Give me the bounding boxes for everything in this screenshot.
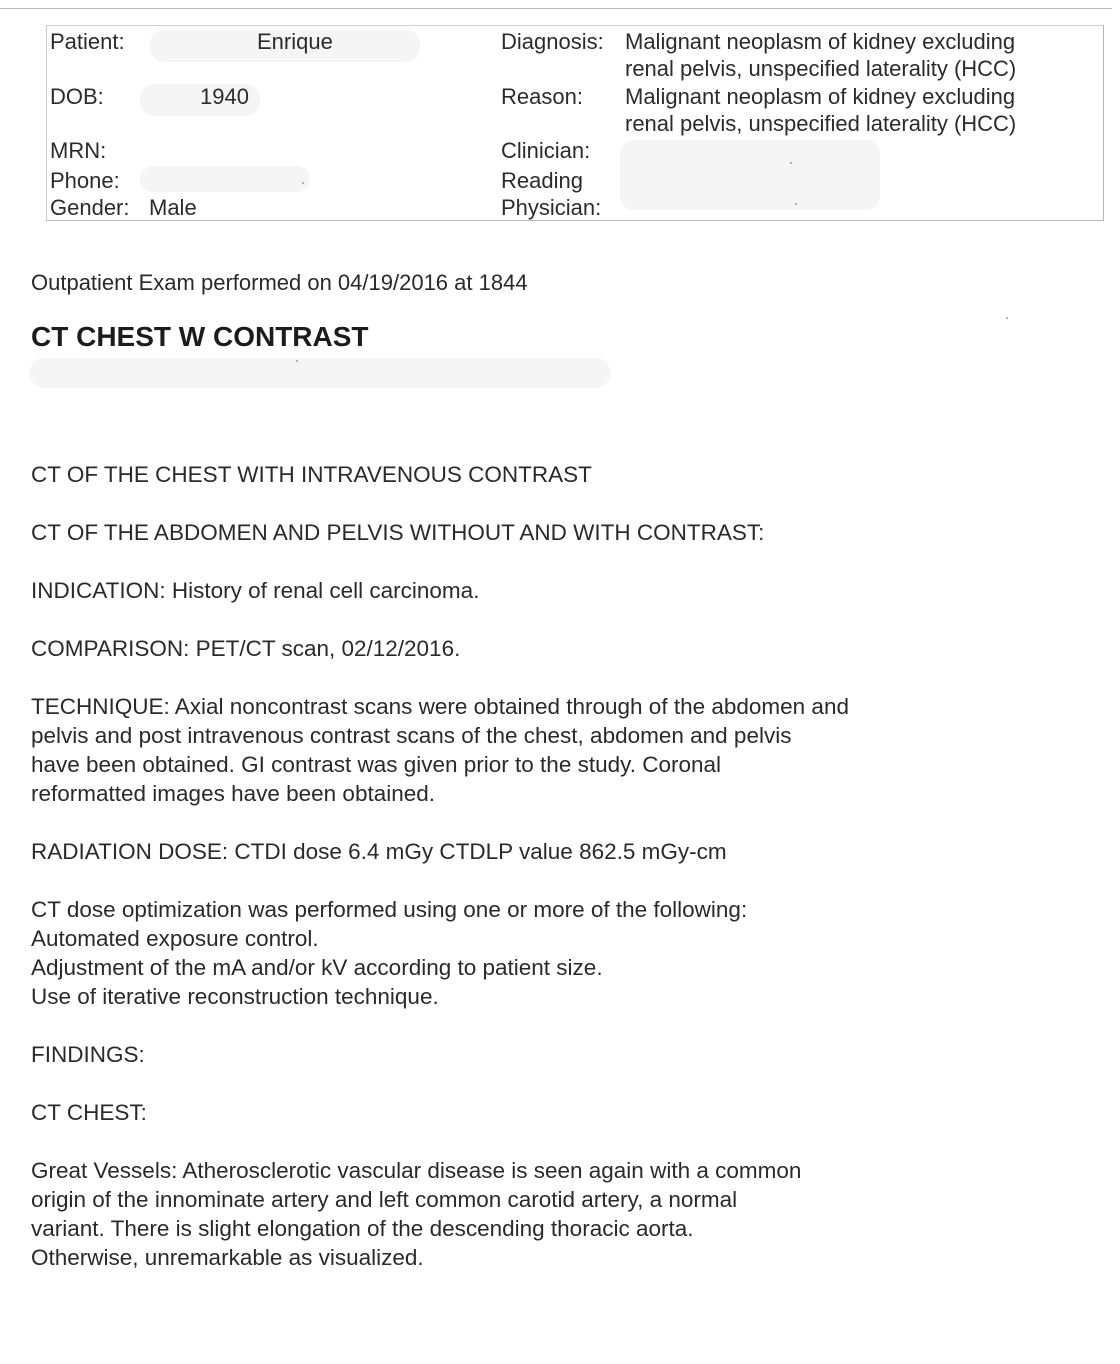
top-rule [0,8,1112,9]
great-vessels-paragraph: Great Vessels: Atherosclerotic vascular disease is seen again with a common origin of the innominate artery and left common carotid artery, a normal variant. There is slight elongation of the descending thoracic aorta. Otherwise, unremarkable as visualized. [31,1158,802,1270]
physician-label: Physician: [501,195,602,220]
findings-heading: FINDINGS: [31,1042,145,1067]
technique-paragraph: TECHNIQUE: Axial noncontrast scans were obtained through of the abdomen and pelvis and post intravenous contrast scans of the chest, abdomen and pelvis have been obtained. GI contrast was given prior to the study. Coronal reformatted images have been obtained. [31,694,849,806]
reason-line-2: renal pelvis, unspecified laterality (HCC) [625,111,1017,136]
mrn-label: MRN: [50,138,107,163]
scan-speck [790,162,792,164]
dose-optimization-paragraph: CT dose optimization was performed using one or more of the following: Automated exposure control. Adjustment of the mA and/or kV according to patient size. Use of iterative reconstruction technique. [31,897,748,1009]
scan-speck [296,360,298,362]
diagnosis-line-2: renal pelvis, unspecified laterality (HCC) [625,56,1017,81]
scan-speck [302,182,304,184]
patient-label: Patient: [50,29,125,54]
reason-label: Reason: [501,84,583,109]
dob-value: 1940 [200,84,249,109]
exam-performed-line: Outpatient Exam performed on 04/19/2016 at 1844 [31,270,528,295]
gender-label: Gender: [50,195,130,220]
patient-value: Enrique [257,29,333,54]
diagnosis-label: Diagnosis: [501,29,604,54]
scan-speck [1006,317,1008,319]
comparison-paragraph: COMPARISON: PET/CT scan, 02/12/2016. [31,636,461,661]
gender-value: Male [149,195,197,220]
report-body [31,460,1091,1301]
diagnosis-line-1: Malignant neoplasm of kidney excluding [625,29,1016,54]
heading-abdomen: CT OF THE ABDOMEN AND PELVIS WITHOUT AND WITH CONTRAST: [31,520,765,545]
redacted-clinician [620,140,880,210]
ct-chest-heading: CT CHEST: [31,1100,147,1125]
indication-paragraph: INDICATION: History of renal cell carcinoma. [31,578,480,603]
phone-label: Phone: [50,168,120,193]
exam-title: CT CHEST W CONTRAST [31,321,369,352]
clinician-label: Clinician: [501,138,591,163]
redacted-phone [140,166,310,192]
reading-label: Reading [501,168,583,193]
reason-line-1: Malignant neoplasm of kidney excluding [625,84,1016,109]
heading-chest: CT OF THE CHEST WITH INTRAVENOUS CONTRAST [31,462,592,487]
redacted-accession [30,358,610,388]
radiation-dose-paragraph: RADIATION DOSE: CTDI dose 6.4 mGy CTDLP value 862.5 mGy-cm [31,839,727,864]
dob-label: DOB: [50,84,104,109]
scan-speck [795,203,797,205]
